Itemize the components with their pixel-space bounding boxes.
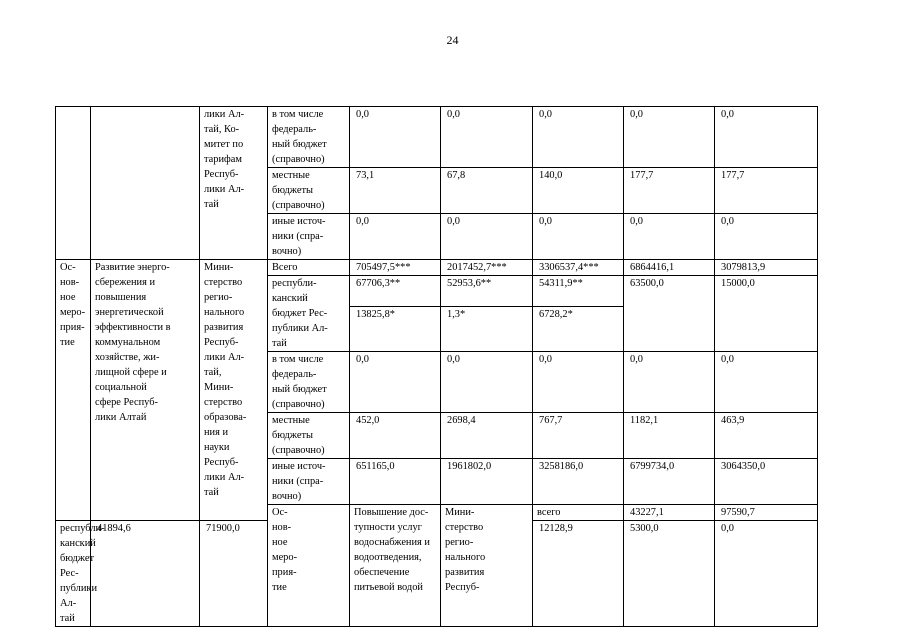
- value-cell: 67,8: [441, 168, 533, 214]
- value-cell: 0,0: [441, 214, 533, 260]
- value-cell: 13825,8*: [350, 306, 441, 351]
- value-cell: 705497,5***: [350, 260, 441, 276]
- source-cell: местные бюджеты (справочно): [268, 168, 350, 214]
- executor-cell: Мини- стерство регио- нального развития Респуб- лики Ал- тай, Мини- стерство образова- ния и науки Респуб- лики Ал- тай: [200, 260, 268, 521]
- source-cell: в том числе федераль- ный бюджет (справочно): [268, 107, 350, 168]
- value-cell: 0,0: [715, 521, 818, 627]
- source-cell: республи- канский бюджет Рес- публики Ал- тай: [56, 521, 91, 627]
- value-cell: 12128,9: [533, 521, 624, 627]
- value-cell: 0,0: [533, 107, 624, 168]
- value-cell: 41894,6: [91, 521, 200, 627]
- value-cell: 767,7: [533, 413, 624, 459]
- value-cell: 1,3*: [441, 306, 533, 351]
- source-cell: иные источ- ники (спра- вочно): [268, 214, 350, 260]
- value-cell: 6864416,1: [624, 260, 715, 276]
- value-cell: 177,7: [715, 168, 818, 214]
- value-cell: 3079813,9: [715, 260, 818, 276]
- value-cell: 63500,0: [624, 276, 715, 352]
- table-row: [56, 260, 818, 276]
- value-cell: 71900,0: [200, 521, 268, 627]
- source-cell: местные бюджеты (справочно): [268, 413, 350, 459]
- value-cell: 0,0: [441, 352, 533, 413]
- value-cell: 463,9: [715, 413, 818, 459]
- value-cell: 0,0: [715, 214, 818, 260]
- executor-cell: Мини- стерство регио- нального развития Респуб-: [441, 505, 533, 627]
- value-cell: 0,0: [441, 107, 533, 168]
- value-cell: 97590,7: [715, 505, 818, 521]
- source-cell: в том числе федераль- ный бюджет (справочно): [268, 352, 350, 413]
- value-cell: 0,0: [715, 352, 818, 413]
- source-cell: всего: [533, 505, 624, 521]
- budget-table: [55, 106, 818, 627]
- value-cell: 1182,1: [624, 413, 715, 459]
- value-cell: 73,1: [350, 168, 441, 214]
- value-cell: 52953,6**: [441, 276, 533, 307]
- value-cell: 2017452,7***: [441, 260, 533, 276]
- value-cell: 1961802,0: [441, 459, 533, 505]
- value-cell: 43227,1: [624, 505, 715, 521]
- value-cell: 0,0: [350, 107, 441, 168]
- value-cell: 140,0: [533, 168, 624, 214]
- value-cell: 0,0: [624, 352, 715, 413]
- value-cell: 3258186,0: [533, 459, 624, 505]
- value-cell: 651165,0: [350, 459, 441, 505]
- source-cell: республи- канский бюджет Рес- публики Ал- тай: [268, 276, 350, 352]
- value-cell: 6728,2*: [533, 306, 624, 351]
- table-row: [56, 107, 818, 168]
- value-cell: 0,0: [624, 214, 715, 260]
- value-cell: 177,7: [624, 168, 715, 214]
- type-cell: Ос- нов- ное меро- прия- тие: [56, 260, 91, 521]
- page-number: 24: [446, 33, 459, 47]
- value-cell: 0,0: [533, 352, 624, 413]
- type-cell: Ос- нов- ное меро- прия- тие: [268, 505, 350, 627]
- name-cell: Повышение дос- тупности услуг водоснабжения и водоотведения, обеспечение питьевой водой: [350, 505, 441, 627]
- name-cell: [91, 107, 200, 260]
- source-cell: иные источ- ники (спра- вочно): [268, 459, 350, 505]
- value-cell: 15000,0: [715, 276, 818, 352]
- value-cell: 3306537,4***: [533, 260, 624, 276]
- value-cell: 0,0: [715, 107, 818, 168]
- value-cell: 0,0: [624, 107, 715, 168]
- executor-cell: лики Ал- тай, Ко- митет по тарифам Респуб- лики Ал- тай: [200, 107, 268, 260]
- value-cell: 6799734,0: [624, 459, 715, 505]
- value-cell: 5300,0: [624, 521, 715, 627]
- value-cell: 3064350,0: [715, 459, 818, 505]
- name-cell: Развитие энерго- сбережения и повышения энергетической эффективности в коммунальном хозяйстве, жи- лищной сфере и социальной сфере Респуб- лики Алтай: [91, 260, 200, 521]
- value-cell: 452,0: [350, 413, 441, 459]
- value-cell: 0,0: [350, 352, 441, 413]
- value-cell: 2698,4: [441, 413, 533, 459]
- type-cell: [56, 107, 91, 260]
- value-cell: 0,0: [350, 214, 441, 260]
- value-cell: 54311,9**: [533, 276, 624, 307]
- value-cell: 0,0: [533, 214, 624, 260]
- value-cell: 67706,3**: [350, 276, 441, 307]
- source-cell: Всего: [268, 260, 350, 276]
